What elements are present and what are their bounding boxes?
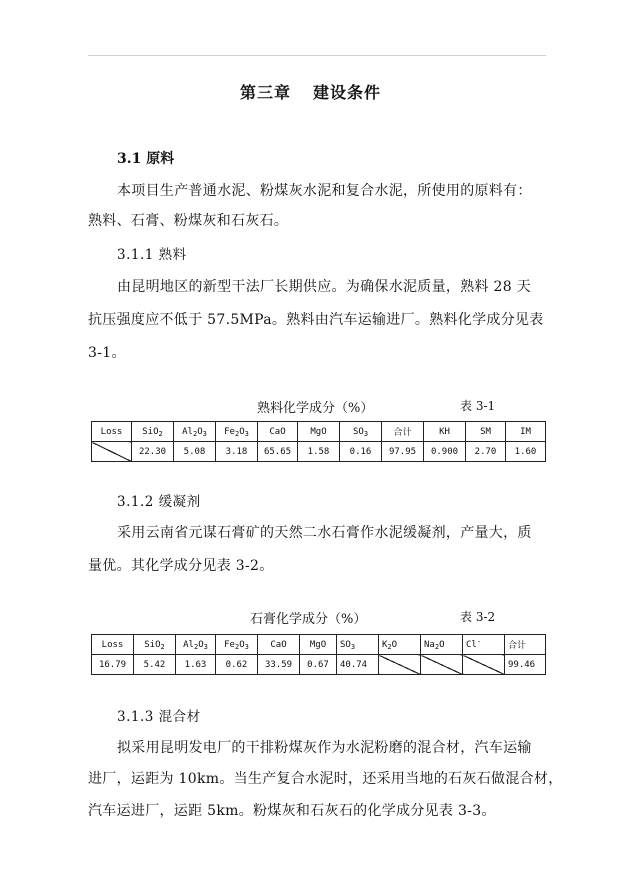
paragraph-3-1-3-line-1: 拟采用昆明发电厂的干排粉煤灰作为水泥粉磨的混合材，汽车运输 [117,740,532,756]
header-fe2o3: $Fe_2O_3$ [216,422,258,442]
table-3-2 [91,634,546,675]
paragraph-3-1-line-2: 熟料、石膏、粉煤灰和石灰石。 [88,213,289,229]
table-3-1-number: 表 3-1 [460,399,496,413]
cell-cao: 65.65 [258,442,298,462]
header-total: 合计 [382,422,424,442]
paragraph-3-1-1-line-3: 3-1。 [88,345,126,361]
cell-cao: 33.59 [258,655,300,675]
empty-diagonal-cell [421,655,463,675]
paragraph-3-1-3-line-3: 汽车运进厂，运距 5km。粉煤灰和石灰石的化学成分见表 3-3。 [88,803,496,819]
table-3-1-caption: 熟料化学成分（%） [257,401,374,416]
cell-sio2: 22.30 [132,442,174,462]
cell-fe2o3: 3.18 [216,442,258,462]
table-3-2-caption: 石膏化学成分（%） [250,612,367,627]
header-sio2: SiO$_2$ [134,635,176,655]
header-kh: KH [424,422,466,442]
table-3-2-number: 表 3-2 [460,610,496,624]
header-cao: CaO [258,422,298,442]
header-loss: Loss [92,635,134,655]
paragraph-3-1-3-line-2: 进厂，运距为 10km。当生产复合水泥时，还采用当地的石灰石做混合材， [88,771,563,787]
header-sio2: SiO$_2$ [132,422,174,442]
header-mgo: MgO [298,422,340,442]
chapter-title [0,80,621,103]
cell-sm: 2.70 [466,442,506,462]
header-sm: SM [466,422,506,442]
cell-kh: 0.900 [424,442,466,462]
header-total: 合计 [505,635,546,655]
paragraph-3-1-1-line-2: 抗压强度应不低于 57.5MPa。熟料由汽车运输进厂。熟料化学成分见表 [88,312,544,328]
empty-diagonal-cell [379,655,421,675]
cell-mgo: 1.58 [298,442,340,462]
cell-total: 99.46 [505,655,546,675]
header-na2o: $Na_2O$ [421,635,463,655]
paragraph-3-1-2-line-1: 采用云南省元谋石膏矿的天然二水石膏作水泥缓凝剂，产量大，质 [117,525,532,541]
cell-so3: 40.74 [337,655,379,675]
empty-diagonal-cell [463,655,505,675]
table-row [92,655,546,675]
chapter-number: 第三章 [239,83,291,102]
table-header-row [92,635,546,655]
header-loss: Loss [92,422,132,442]
subsection-heading-3-1-2: 3.1.2 缓凝剂 [117,494,201,510]
header-al2o3: $Al_2O_3$ [176,635,216,655]
cell-al2o3: 5.08 [174,442,216,462]
header-so3: $SO_3$ [337,635,379,655]
paragraph-3-1-1-line-1: 由昆明地区的新型干法厂长期供应。为确保水泥质量，熟料 28 天 [117,279,532,295]
cell-sio2: 5.42 [134,655,176,675]
table-header-row [92,422,546,442]
header-al2o3: $Al_2O_3$ [174,422,216,442]
cell-im: 1.60 [506,442,546,462]
subsection-heading-3-1-3: 3.1.3 混合材 [117,709,201,725]
cell-loss: 16.79 [92,655,134,675]
cell-total: 97.95 [382,442,424,462]
header-cao: CaO [258,635,300,655]
paragraph-3-1-line-1: 本项目生产普通水泥、粉煤灰水泥和复合水泥，所使用的原料有： [117,183,532,199]
paragraph-3-1-2-line-2: 量优。其化学成分见表 3-2。 [88,558,274,574]
header-mgo: MgO [300,635,337,655]
header-so3: $SO_3$ [340,422,382,442]
cell-mgo: 0.67 [300,655,337,675]
header-cl: Cl- [463,635,505,655]
cell-so3: 0.16 [340,442,382,462]
page-header-rule [88,55,546,56]
header-fe2o3: $Fe_2O_3$ [216,635,258,655]
table-row [92,442,546,462]
header-k2o: $K_2O$ [379,635,421,655]
cell-al2o3: 1.63 [176,655,216,675]
chapter-name: 建设条件 [313,83,382,102]
table-3-1 [91,421,546,462]
empty-diagonal-cell [92,442,132,462]
cell-fe2o3: 0.62 [216,655,258,675]
header-im: IM [506,422,546,442]
section-heading-3-1: 3.1 原料 [117,151,175,167]
subsection-heading-3-1-1: 3.1.1 熟料 [117,247,187,263]
